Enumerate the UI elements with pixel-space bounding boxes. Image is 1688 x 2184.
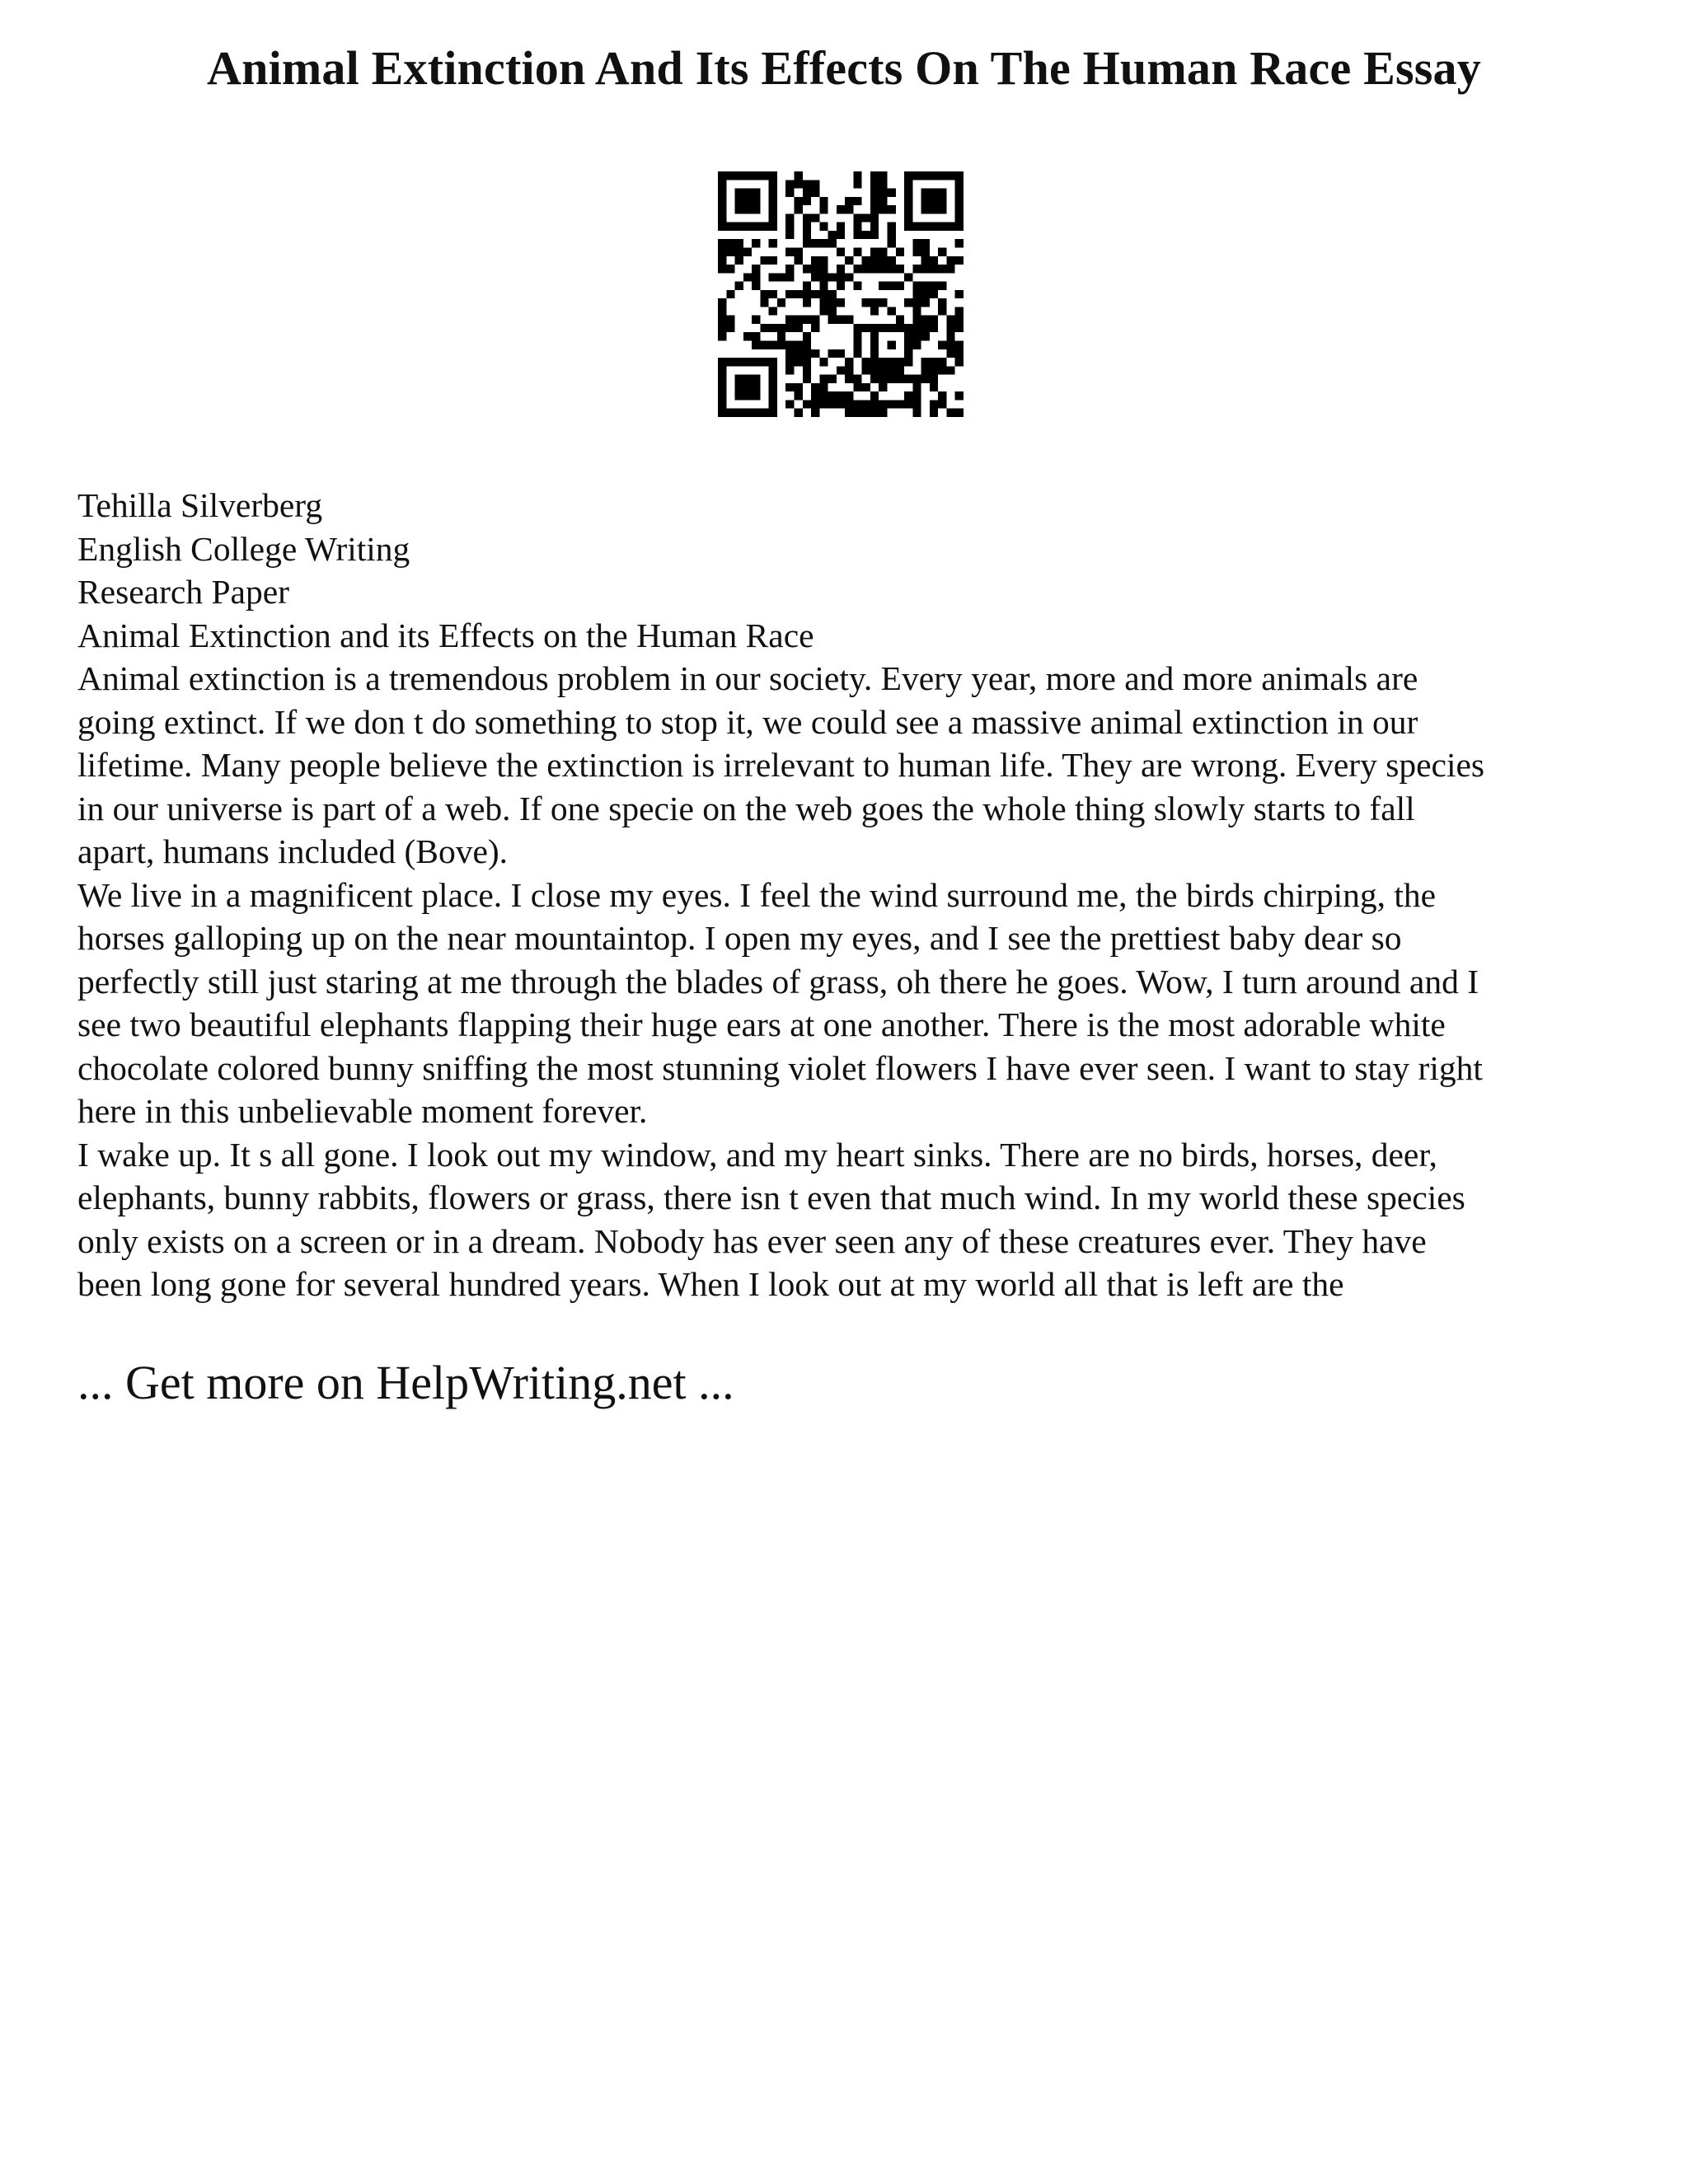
paragraph-3-line: elephants, bunny rabbits, flowers or grass, there isn t even that much wind. In my world these species — [77, 1179, 1465, 1216]
paragraph-2-line: see two beautiful elephants flapping their huge ears at one another. There is the most adorable white — [77, 1005, 1446, 1043]
paragraph-3-line: been long gone for several hundred years. When I look out at my world all that is left are the — [77, 1265, 1344, 1303]
assignment-type: Research Paper — [77, 573, 289, 611]
paragraph-2-line: chocolate colored bunny sniffing the most stunning violet flowers I have ever seen. I want to stay right — [77, 1048, 1483, 1087]
paragraph-2-line: We live in a magnificent place. I close my eyes. I feel the wind surround me, the birds chirping, the — [77, 875, 1437, 914]
paragraph-1-line: in our universe is part of a web. If one specie on the web goes the whole thing slowly starts to fall — [77, 789, 1415, 827]
paragraph-2-line: perfectly still just staring at me through the blades of grass, oh there he goes. Wow, I turn around and I — [77, 962, 1479, 1001]
get-more-link[interactable]: ... Get more on HelpWriting.net ... — [77, 1356, 734, 1409]
document-title: Animal Extinction And Its Effects On The Human Race Essay — [207, 41, 1481, 95]
paragraph-1-line: lifetime. Many people believe the extinction is irrelevant to human life. They are wrong. Every species — [77, 746, 1485, 784]
paragraph-1-line: going extinct. If we don t do something to stop it, we could see a massive animal extinction in our — [77, 702, 1418, 741]
course-name: English College Writing — [77, 529, 410, 568]
paragraph-3-line: only exists on a screen or in a dream. Nobody has ever seen any of these creatures ever. They have — [77, 1221, 1427, 1260]
paragraph-3-line: I wake up. It s all gone. I look out my window, and my heart sinks. There are no birds, horses, deer, — [77, 1135, 1437, 1174]
essay-title: Animal Extinction and its Effects on the Human Race — [77, 616, 814, 654]
paragraph-1-line: apart, humans included (Bove). — [77, 832, 509, 870]
author-name: Tehilla Silverberg — [77, 486, 323, 524]
essay-body — [77, 484, 1627, 1306]
paragraph-2-line: here in this unbelievable moment forever. — [77, 1092, 648, 1130]
qr-code-icon — [718, 171, 964, 417]
paragraph-2-line: horses galloping up on the near mountaintop. I open my eyes, and I see the prettiest baby dear so — [77, 919, 1402, 957]
paragraph-1-line: Animal extinction is a tremendous problem in our society. Every year, more and more animals are — [77, 659, 1418, 697]
